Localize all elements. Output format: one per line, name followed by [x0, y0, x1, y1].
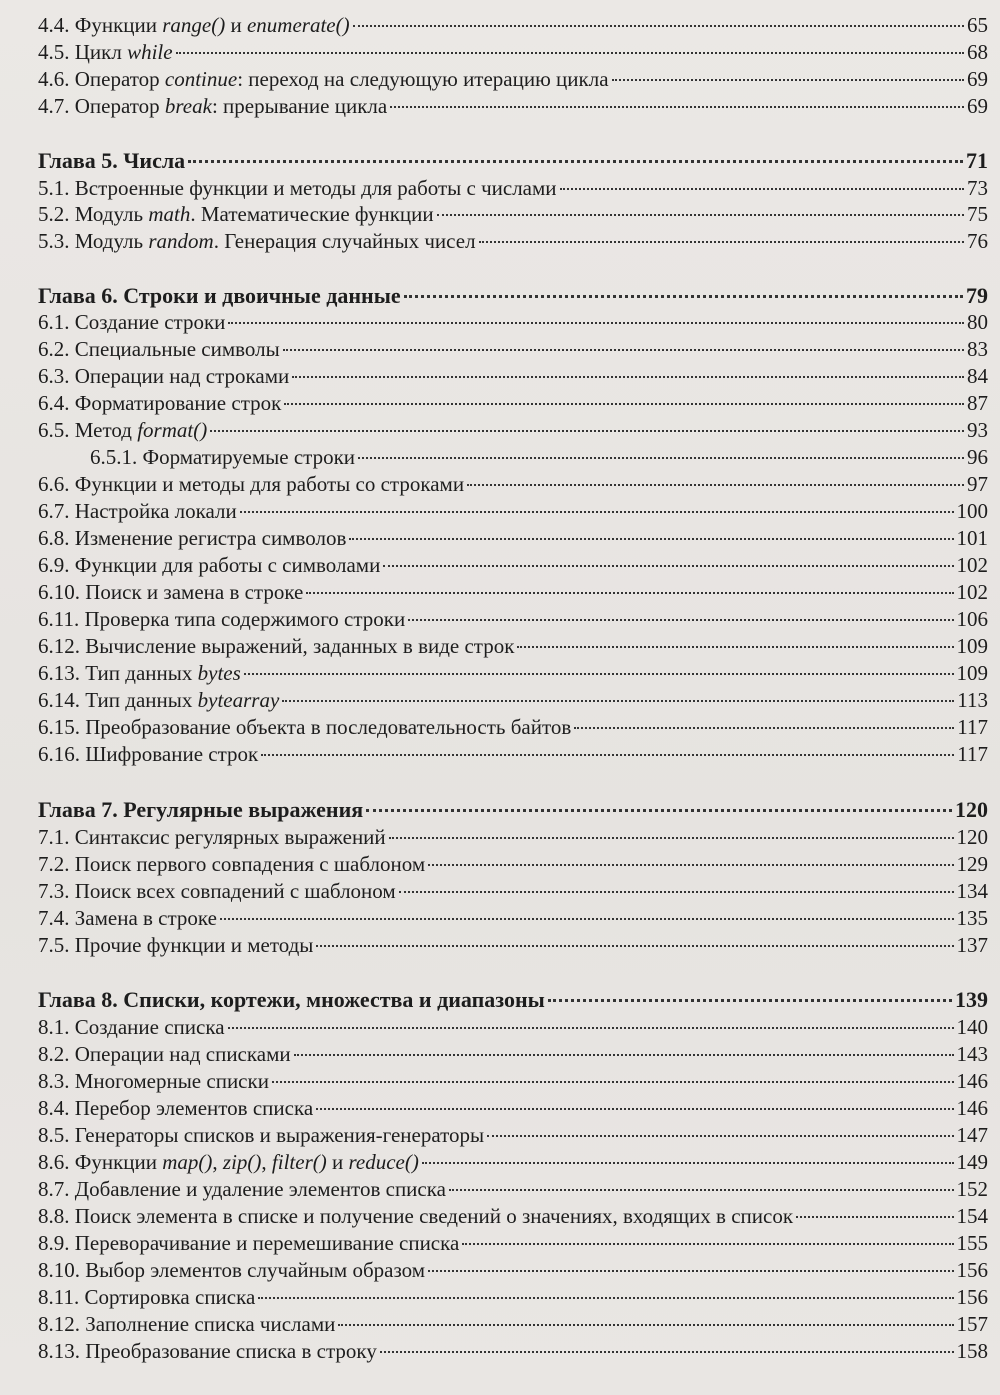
toc-entry-code-term: format(): [137, 418, 208, 442]
toc-entry-title: [38, 579, 303, 605]
toc-entry-number: 7.4.: [38, 906, 70, 930]
toc-entry-text: Выбор элементов случайным образом: [80, 1258, 426, 1282]
toc-entry-code-term: bytes: [197, 661, 241, 685]
toc-entry-number: Глава 7.: [38, 797, 118, 822]
toc-entry-title: [38, 336, 280, 362]
toc-entry: [38, 228, 988, 254]
toc-entry-text: Оператор: [69, 67, 165, 91]
toc-entry-title: [38, 1311, 335, 1337]
dot-leader: [306, 592, 953, 594]
toc-page-number: 140: [956, 1015, 988, 1039]
dot-leader: [574, 727, 954, 729]
dot-leader: [487, 1135, 953, 1137]
toc-entry-text: Функции: [69, 13, 163, 37]
toc-entry-text: Проверка типа содержимого строки: [79, 607, 406, 631]
toc-entry-text: Сортировка списка: [79, 1285, 256, 1309]
toc-entry: [38, 741, 988, 767]
toc-entry-code-term: map(): [162, 1150, 213, 1174]
toc-entry: [90, 444, 988, 470]
toc-entry-title: [38, 987, 545, 1013]
toc-page-number: 156: [956, 1258, 988, 1282]
toc-entry: [38, 12, 988, 38]
toc-entry-title: [38, 633, 514, 659]
dot-leader: [422, 1162, 954, 1164]
toc-entry-number: 4.4.: [38, 13, 70, 37]
toc-entry-text: Заполнение списка числами: [80, 1312, 336, 1336]
toc-entry-number: 6.9.: [38, 553, 70, 577]
toc-page-number: 147: [956, 1123, 988, 1147]
toc-entry-text: Специальные символы: [69, 337, 280, 361]
toc-entry: [38, 1068, 988, 1094]
toc-entry-number: 6.13.: [38, 661, 80, 685]
toc-entry: [38, 1014, 988, 1040]
toc-entry-text: Операции над строками: [69, 364, 290, 388]
dot-leader: [292, 376, 964, 378]
dot-leader: [449, 1189, 954, 1191]
toc-entry-number: Глава 5.: [38, 148, 118, 173]
toc-page-number: 152: [956, 1177, 988, 1201]
toc-entry-number: 6.15.: [38, 715, 80, 739]
toc-entry: [38, 201, 988, 227]
toc-entry-number: 6.7.: [38, 499, 70, 523]
toc-entry-number: 8.2.: [38, 1042, 70, 1066]
toc-entry: [38, 633, 988, 659]
toc-entry-title: [38, 1014, 225, 1040]
dot-leader: [294, 1054, 954, 1056]
toc-entry-text: Замена в строке: [69, 906, 217, 930]
dot-leader: [796, 1216, 953, 1218]
toc-entry-number: 7.5.: [38, 933, 70, 957]
toc-entry-title: [38, 687, 279, 713]
toc-page-number: 75: [967, 202, 988, 226]
toc-page-number: 97: [967, 472, 988, 496]
toc-entry-title: [38, 471, 464, 497]
toc-entry: [38, 878, 988, 904]
toc-entry-number: 6.11.: [38, 607, 80, 631]
toc-entry-number: 8.7.: [38, 1177, 70, 1201]
toc-entry-number: 6.14.: [38, 688, 80, 712]
toc-page-number: 87: [967, 391, 988, 415]
toc-page-number: 146: [956, 1069, 988, 1093]
toc-entry-title: [38, 498, 237, 524]
dot-leader: [408, 619, 953, 621]
toc-page-number: 96: [967, 445, 988, 469]
toc-entry-text: и: [225, 13, 247, 37]
toc-entry: [38, 1338, 988, 1364]
toc-entry: [38, 1257, 988, 1283]
dot-leader: [467, 484, 964, 486]
toc-entry-number: 8.6.: [38, 1150, 70, 1174]
toc-entry-title: [38, 932, 313, 958]
toc-entry-number: 8.11.: [38, 1285, 80, 1309]
toc-entry-text: Форматирование строк: [69, 391, 282, 415]
toc-entry-number: Глава 8.: [38, 987, 118, 1012]
toc-entry-text: ,: [212, 1150, 223, 1174]
toc-entry-title: [38, 797, 363, 823]
toc-entry-number: 8.10.: [38, 1258, 80, 1282]
toc-entry-text: Функции для работы с символами: [69, 553, 381, 577]
toc-entry: [38, 1095, 988, 1121]
toc-chapter: [38, 148, 988, 174]
toc-entry-number: 8.1.: [38, 1015, 70, 1039]
dot-leader: [399, 891, 954, 893]
toc-entry-number: 7.1.: [38, 825, 70, 849]
toc-entry-number: 4.5.: [38, 40, 70, 64]
dot-leader: [284, 403, 964, 405]
toc-entry-title: [38, 1284, 255, 1310]
toc-entry: [38, 1230, 988, 1256]
toc-page-number: 158: [956, 1339, 988, 1363]
dot-leader: [437, 214, 964, 216]
toc-entry-text: Метод: [69, 418, 138, 442]
toc-page-number: 93: [967, 418, 988, 442]
toc-entry-text: Форматируемые строки: [137, 445, 356, 469]
toc-page-number: 102: [956, 553, 988, 577]
dot-leader: [210, 430, 964, 432]
toc-entry-title: [38, 1149, 419, 1175]
toc-page-number: 65: [967, 13, 988, 37]
toc-entry-text: и: [326, 1150, 349, 1174]
toc-entry: [38, 687, 988, 713]
toc-entry-number: 6.2.: [38, 337, 70, 361]
toc-entry: [38, 93, 988, 119]
toc-entry-text: Функции: [69, 1150, 163, 1174]
toc-page-number: 129: [956, 852, 988, 876]
toc-entry-title: [38, 878, 396, 904]
toc-page-number: 134: [956, 879, 988, 903]
toc-entry: [38, 932, 988, 958]
toc-entry-code-term: range(): [162, 13, 226, 37]
toc-entry-text: Цикл: [69, 40, 128, 64]
toc-entry-code-term: filter(): [271, 1150, 327, 1174]
toc-entry-code-term: bytearray: [197, 688, 280, 712]
toc-entry: [38, 714, 988, 740]
toc-page-number: 79: [966, 283, 988, 308]
toc-entry-text: Переворачивание и перемешивание списка: [69, 1231, 460, 1255]
toc-page-number: 113: [957, 688, 988, 712]
toc-entry: [38, 1203, 988, 1229]
toc-entry-text: Тип данных: [80, 661, 198, 685]
dot-leader: [261, 754, 954, 756]
toc-page-number: 69: [967, 94, 988, 118]
toc-entry-code-term: while: [127, 40, 173, 64]
toc-page-number: 102: [956, 580, 988, 604]
toc-entry-text: Создание списка: [69, 1015, 225, 1039]
toc-page-number: 135: [956, 906, 988, 930]
toc-entry-title: [38, 228, 476, 254]
toc-page-number: 157: [956, 1312, 988, 1336]
toc-entry-number: 6.5.: [38, 418, 70, 442]
toc-entry-code-term: random: [148, 229, 214, 253]
toc-entry: [38, 606, 988, 632]
toc-entry-title: [38, 606, 405, 632]
toc-page-number: 84: [967, 364, 988, 388]
dot-leader: [258, 1297, 953, 1299]
toc-entry-title: [38, 552, 380, 578]
toc-page-number: 106: [956, 607, 988, 631]
toc-entry-text: Модуль: [69, 229, 149, 253]
dot-leader: [462, 1243, 953, 1245]
toc-entry-number: 6.4.: [38, 391, 70, 415]
toc-page-number: 109: [956, 661, 988, 685]
dot-leader: [188, 160, 963, 163]
toc-page-number: 155: [956, 1231, 988, 1255]
toc-entry-title: [38, 283, 401, 309]
toc-entry-number: Глава 6.: [38, 283, 118, 308]
toc-entry: [38, 851, 988, 877]
toc-entry-text: ,: [261, 1150, 272, 1174]
toc-page-number: 80: [967, 310, 988, 334]
dot-leader: [228, 1027, 954, 1029]
toc-page-number: 69: [967, 67, 988, 91]
toc-entry: [38, 417, 988, 443]
toc-page-number: 117: [957, 715, 988, 739]
toc-entry: [38, 552, 988, 578]
toc-entry: [38, 824, 988, 850]
toc-entry: [38, 175, 988, 201]
toc-entry-title: [90, 444, 355, 470]
toc-entry-title: [38, 660, 241, 686]
toc-entry-number: 5.2.: [38, 202, 70, 226]
dot-leader: [404, 295, 963, 298]
toc-entry-text: Строки и двоичные данные: [117, 283, 401, 308]
toc-page-number: 154: [956, 1204, 988, 1228]
toc-entry: [38, 1122, 988, 1148]
toc-entry-text: . Математические функции: [190, 202, 434, 226]
toc-entry: [38, 525, 988, 551]
toc-entry-text: . Генерация случайных чисел: [213, 229, 476, 253]
toc-entry: [38, 336, 988, 362]
toc-entry-number: 6.16.: [38, 742, 80, 766]
toc-entry: [38, 1284, 988, 1310]
toc-entry-text: Генераторы списков и выражения-генераторы: [69, 1123, 485, 1147]
toc-entry-number: 6.3.: [38, 364, 70, 388]
toc-entry-text: Поиск всех совпадений с шаблоном: [69, 879, 396, 903]
toc-chapter: [38, 987, 988, 1013]
toc-entry-text: Вычисление выражений, заданных в виде строк: [80, 634, 515, 658]
toc-entry-number: 8.5.: [38, 1123, 70, 1147]
toc-entry: [38, 579, 988, 605]
toc-entry-text: Списки, кортежи, множества и диапазоны: [117, 987, 545, 1012]
toc-entry-text: Поиск и замена в строке: [80, 580, 304, 604]
toc-entry-title: [38, 309, 225, 335]
toc-entry: [38, 1311, 988, 1337]
toc-entry-code-term: math: [148, 202, 191, 226]
dot-leader: [548, 999, 952, 1002]
dot-leader: [244, 673, 954, 675]
toc-entry-title: [38, 201, 434, 227]
toc-chapter: [38, 797, 988, 823]
toc-page-number: 71: [966, 148, 988, 173]
toc-entry-code-term: break: [164, 94, 212, 118]
toc-page-number: 68: [967, 40, 988, 64]
toc-entry: [38, 66, 988, 92]
toc-entry: [38, 471, 988, 497]
toc-entry-text: Преобразование объекта в последовательность байтов: [80, 715, 572, 739]
toc-entry-text: Преобразование списка в строку: [80, 1339, 377, 1363]
dot-leader: [612, 79, 964, 81]
toc-entry-number: 8.9.: [38, 1231, 70, 1255]
toc-page-number: 137: [956, 933, 988, 957]
toc-entry-number: 7.3.: [38, 879, 70, 903]
toc-entry-title: [38, 1068, 269, 1094]
toc-entry-text: Настройка локали: [69, 499, 237, 523]
toc-entry-number: 8.12.: [38, 1312, 80, 1336]
toc-entry-number: 6.12.: [38, 634, 80, 658]
toc-entry-title: [38, 1203, 793, 1229]
dot-leader: [380, 1351, 954, 1353]
toc-entry: [38, 39, 988, 65]
toc-entry-title: [38, 363, 289, 389]
toc-entry-number: 6.1.: [38, 310, 70, 334]
toc-page-number: 101: [956, 526, 988, 550]
toc-entry: [38, 1041, 988, 1067]
dot-leader: [228, 322, 964, 324]
dot-leader: [479, 241, 964, 243]
toc-entry-text: : переход на следующую итерацию цикла: [237, 67, 609, 91]
toc-entry-number: 6.8.: [38, 526, 70, 550]
dot-leader: [560, 188, 964, 190]
toc-entry-title: [38, 1095, 313, 1121]
toc-entry-text: Прочие функции и методы: [69, 933, 314, 957]
toc-page-number: 120: [955, 797, 988, 822]
toc-entry-text: Многомерные списки: [69, 1069, 269, 1093]
toc-entry-title: [38, 66, 609, 92]
toc-entry-number: 5.1.: [38, 176, 70, 200]
toc-entry-title: [38, 525, 346, 551]
toc-entry-text: : прерывание цикла: [211, 94, 388, 118]
toc-page-number: 117: [957, 742, 988, 766]
toc-chapter: [38, 283, 988, 309]
toc-entry: [38, 363, 988, 389]
toc-entry: [38, 660, 988, 686]
toc-page-number: 109: [956, 634, 988, 658]
toc-entry-number: 6.10.: [38, 580, 80, 604]
toc-entry-title: [38, 1230, 459, 1256]
toc-entry-text: Тип данных: [80, 688, 198, 712]
toc-entry-text: Числа: [117, 148, 186, 173]
toc-entry-text: Функции и методы для работы со строками: [69, 472, 465, 496]
toc-page-number: 143: [956, 1042, 988, 1066]
toc-entry-number: 6.6.: [38, 472, 70, 496]
toc-entry-text: Регулярные выражения: [117, 797, 364, 822]
dot-leader: [282, 700, 954, 702]
toc-entry-text: Поиск элемента в списке и получение сведений о значениях, входящих в список: [69, 1204, 794, 1228]
toc-entry: [38, 390, 988, 416]
toc-entry: [38, 1149, 988, 1175]
dot-leader: [176, 52, 964, 54]
dot-leader: [349, 538, 953, 540]
toc-entry-title: [38, 851, 425, 877]
dot-leader: [428, 864, 953, 866]
toc-entry-title: [38, 1257, 425, 1283]
toc-entry-title: [38, 417, 207, 443]
dot-leader: [240, 511, 954, 513]
toc-entry-text: Встроенные функции и методы для работы с числами: [69, 176, 557, 200]
toc-entry-title: [38, 390, 281, 416]
toc-entry-title: [38, 1176, 446, 1202]
toc-entry-text: Поиск первого совпадения с шаблоном: [69, 852, 426, 876]
toc-page-number: 76: [967, 229, 988, 253]
toc-entry-code-term: reduce(): [348, 1150, 419, 1174]
toc-entry-text: Модуль: [69, 202, 149, 226]
toc-entry-number: 8.13.: [38, 1339, 80, 1363]
dot-leader: [383, 565, 953, 567]
dot-leader: [353, 25, 964, 27]
toc-page-number: 73: [967, 176, 988, 200]
toc-entry-number: 4.7.: [38, 94, 70, 118]
toc-entry-text: Синтаксис регулярных выражений: [69, 825, 386, 849]
toc-page-number: 149: [956, 1150, 988, 1174]
toc-entry: [38, 1176, 988, 1202]
toc-entry-number: 6.5.1.: [90, 445, 138, 469]
dot-leader: [366, 809, 952, 812]
toc-entry-title: [38, 93, 387, 119]
dot-leader: [220, 918, 954, 920]
toc-entry: [38, 309, 988, 335]
toc-entry-text: Оператор: [69, 94, 165, 118]
toc-page-number: 83: [967, 337, 988, 361]
toc-entry-title: [38, 1338, 377, 1364]
toc-entry-title: [38, 714, 571, 740]
toc-entry-title: [38, 741, 258, 767]
toc-entry-text: Создание строки: [69, 310, 226, 334]
toc-entry-number: 8.4.: [38, 1096, 70, 1120]
toc-entry-text: Добавление и удаление элементов списка: [69, 1177, 446, 1201]
toc-entry-title: [38, 1122, 484, 1148]
toc-entry-title: [38, 1041, 291, 1067]
dot-leader: [517, 646, 953, 648]
toc-entry-text: Перебор элементов списка: [69, 1096, 314, 1120]
toc-entry-title: [38, 824, 386, 850]
dot-leader: [389, 837, 954, 839]
toc-entry: [38, 498, 988, 524]
dot-leader: [316, 1108, 953, 1110]
toc-page-number: 156: [956, 1285, 988, 1309]
toc-page-number: 120: [956, 825, 988, 849]
toc-entry-code-term: enumerate(): [246, 13, 350, 37]
toc-page-number: 146: [956, 1096, 988, 1120]
toc-entry-text: Операции над списками: [69, 1042, 291, 1066]
dot-leader: [283, 349, 964, 351]
toc-page-number: 100: [956, 499, 988, 523]
dot-leader: [358, 457, 964, 459]
toc-entry-number: 4.6.: [38, 67, 70, 91]
dot-leader: [338, 1324, 953, 1326]
toc-entry-code-term: continue: [164, 67, 238, 91]
dot-leader: [390, 106, 964, 108]
toc-entry-title: [38, 175, 557, 201]
dot-leader: [428, 1270, 953, 1272]
toc-entry-number: 5.3.: [38, 229, 70, 253]
toc-page-number: 139: [955, 987, 988, 1012]
toc-entry-text: Изменение регистра символов: [69, 526, 347, 550]
dot-leader: [316, 945, 953, 947]
toc-entry-number: 7.2.: [38, 852, 70, 876]
dot-leader: [272, 1081, 954, 1083]
toc-entry-code-term: zip(): [222, 1150, 262, 1174]
toc-entry: [38, 905, 988, 931]
toc-entry-title: [38, 905, 217, 931]
toc-entry-text: Шифрование строк: [80, 742, 259, 766]
toc-entry-title: [38, 12, 350, 38]
toc-entry-number: 8.3.: [38, 1069, 70, 1093]
toc-entry-title: [38, 148, 185, 174]
toc-entry-title: [38, 39, 173, 65]
toc-entry-number: 8.8.: [38, 1204, 70, 1228]
